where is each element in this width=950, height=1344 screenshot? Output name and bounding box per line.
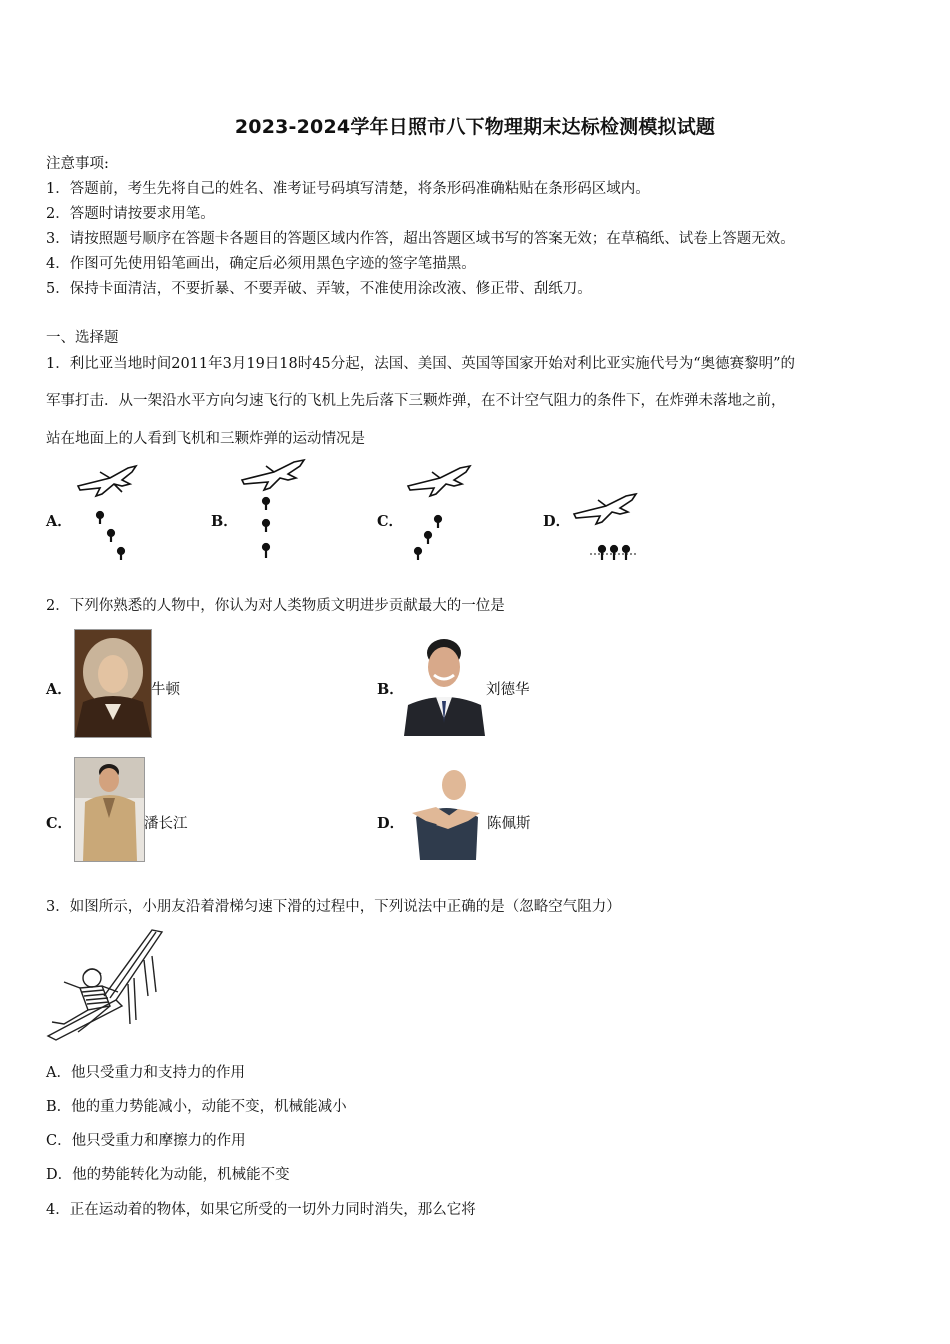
bomb-icon bbox=[425, 532, 431, 544]
q2-option-a-letter: A． bbox=[46, 681, 72, 698]
q3-option[interactable]: B．他的重力势能减小，动能不变，机械能减小 bbox=[46, 1099, 347, 1115]
notice-item: 2．答题时请按要求用笔。 bbox=[46, 206, 215, 222]
bomb-icon bbox=[263, 498, 269, 510]
bomb-icon bbox=[415, 548, 421, 560]
airplane-icon bbox=[78, 466, 136, 496]
q1-option-b-letter: B． bbox=[211, 513, 238, 530]
q3-option[interactable]: A．他只受重力和支持力的作用 bbox=[46, 1065, 245, 1081]
bomb-icon bbox=[623, 546, 629, 560]
q1-option-a-diagram[interactable] bbox=[70, 462, 150, 567]
page-title: 2023-2024学年日照市八下物理期末达标检测模拟试题 bbox=[234, 116, 716, 138]
q2-option-b-name: 刘德华 bbox=[486, 682, 530, 698]
airplane-icon bbox=[242, 460, 304, 490]
q1-option-c-letter: C． bbox=[377, 513, 404, 530]
question-2-stem: 2．下列你熟悉的人物中，你认为对人类物质文明进步贡献最大的一位是 bbox=[46, 598, 505, 614]
bomb-icon bbox=[611, 546, 617, 560]
notice-heading: 注意事项: bbox=[46, 156, 109, 172]
question-4-stem: 4．正在运动着的物体，如果它所受的一切外力同时消失，那么它将 bbox=[46, 1202, 476, 1218]
q2-option-a-name: 牛顿 bbox=[151, 682, 180, 698]
q3-option[interactable]: D．他的势能转化为动能，机械能不变 bbox=[46, 1167, 290, 1183]
notice-item: 1．答题前，考生先将自己的姓名、准考证号码填写清楚，将条形码准确粘贴在条形码区域内。 bbox=[46, 181, 650, 197]
q1-option-a-letter: A． bbox=[46, 513, 72, 530]
q2-option-b-letter: B． bbox=[377, 681, 404, 698]
bomb-icon bbox=[263, 544, 269, 558]
notice-item: 5．保持卡面清洁，不要折暴、不要弄破、弄皱，不准使用涂改液、修正带、刮纸刀。 bbox=[46, 281, 592, 297]
notice-item: 3．请按照题号顺序在答题卡各题目的答题区域内作答，超出答题区域书写的答案无效；在草稿纸、试卷上答题无效。 bbox=[46, 231, 795, 247]
portrait-photo-d[interactable] bbox=[406, 767, 486, 860]
notice-item: 4．作图可先使用铅笔画出，确定后必须用黑色字迹的签字笔描黑。 bbox=[46, 256, 476, 272]
q1-option-b-diagram[interactable] bbox=[236, 458, 316, 566]
q1-option-c-diagram[interactable] bbox=[402, 462, 482, 567]
q2-option-d-name: 陈佩斯 bbox=[487, 816, 531, 832]
question-3-stem: 3．如图所示，小朋友沿着滑梯匀速下滑的过程中，下列说法中正确的是（忽略空气阻力） bbox=[46, 899, 621, 915]
bomb-icon bbox=[108, 530, 114, 542]
portrait-photo-a[interactable] bbox=[74, 629, 152, 738]
q1-option-d-letter: D． bbox=[543, 513, 571, 530]
airplane-icon bbox=[408, 466, 470, 496]
bomb-icon bbox=[599, 546, 605, 560]
q2-option-c-name: 潘长江 bbox=[144, 816, 188, 832]
q2-option-d-letter: D． bbox=[377, 815, 405, 832]
portrait-photo-b[interactable] bbox=[404, 627, 485, 736]
airplane-icon bbox=[574, 494, 636, 524]
q3-option[interactable]: C．他只受重力和摩擦力的作用 bbox=[46, 1133, 246, 1149]
bomb-icon bbox=[435, 516, 441, 528]
slide-illustration bbox=[44, 926, 166, 1044]
section-heading: 一、选择题 bbox=[46, 330, 119, 346]
bomb-icon bbox=[118, 548, 124, 560]
q1-option-d-diagram[interactable] bbox=[568, 490, 648, 566]
bomb-icon bbox=[263, 520, 269, 532]
q2-option-c-letter: C． bbox=[46, 815, 73, 832]
portrait-photo-c[interactable] bbox=[74, 757, 145, 862]
question-1-line: 军事打击．从一架沿水平方向匀速飞行的飞机上先后落下三颗炸弹，在不计空气阻力的条件下，在炸弹未落地之前， bbox=[46, 393, 786, 409]
question-1-line: 1．利比亚当地时间2011年3月19日18时45分起，法国、美国、英国等国家开始对利比亚实施代号为“奥德赛黎明”的 bbox=[46, 356, 796, 372]
question-1-line: 站在地面上的人看到飞机和三颗炸弹的运动情况是 bbox=[46, 431, 365, 447]
bomb-icon bbox=[97, 512, 103, 524]
